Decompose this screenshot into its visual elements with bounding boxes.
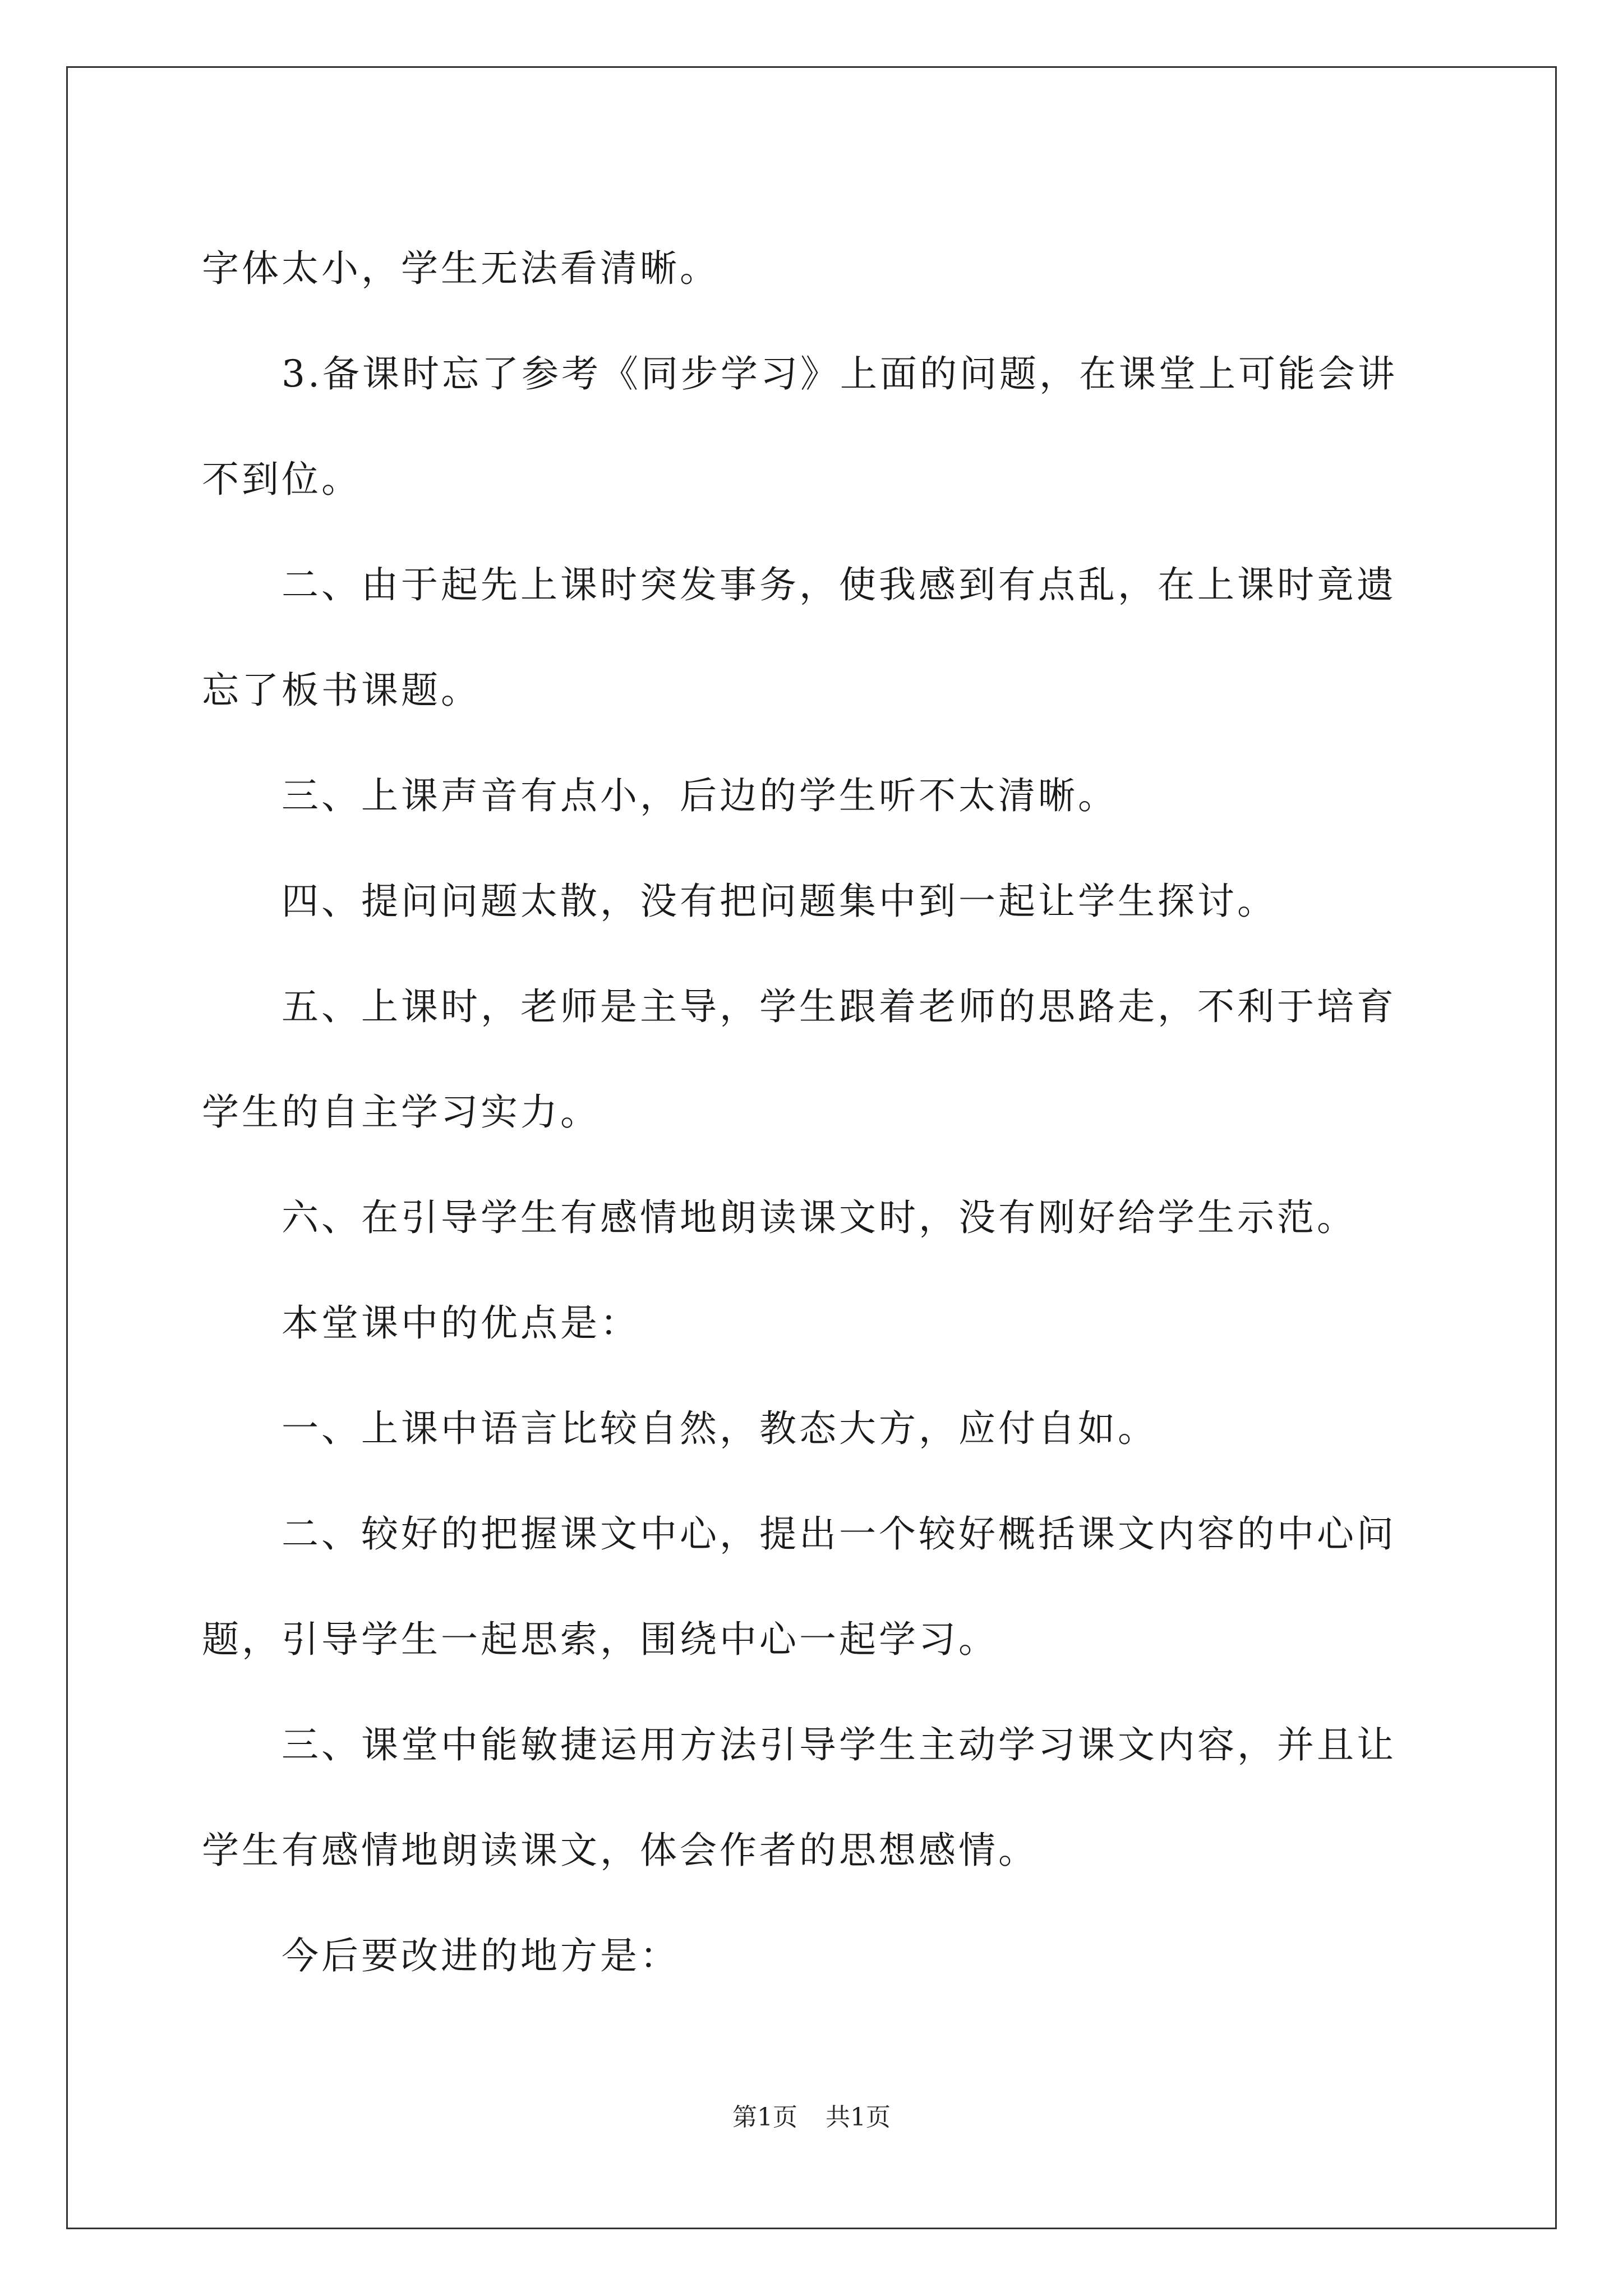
section-heading: 本堂课中的优点是： bbox=[282, 1301, 640, 1345]
document-body bbox=[202, 216, 1436, 2009]
paragraph-line: 一、上课中语言比较自然，教态大方，应付自如。 bbox=[282, 1407, 1158, 1450]
page-total: 共1页 bbox=[826, 2103, 891, 2132]
paragraph-line: 3.备课时忘了参考《同步学习》上面的问题，在课堂上可能会讲 bbox=[282, 352, 1398, 395]
paragraph-line: 学生的自主学习实力。 bbox=[202, 1091, 600, 1134]
section-heading: 今后要改进的地方是： bbox=[282, 1934, 680, 1977]
paragraph-line: 学生有感情地朗读课文，体会作者的思想感情。 bbox=[202, 1829, 1038, 1872]
paragraph-line: 不到位。 bbox=[202, 458, 361, 501]
paragraph-line: 字体太小，学生无法看清晰。 bbox=[202, 247, 720, 290]
paragraph-line: 三、课堂中能敏捷运用方法引导学生主动学习课文内容，并且让 bbox=[282, 1723, 1396, 1766]
paragraph-line: 题，引导学生一起思索，围绕中心一起学习。 bbox=[202, 1618, 998, 1661]
page-footer bbox=[0, 2097, 1623, 2133]
paragraph-line: 四、提问问题太散，没有把问题集中到一起让学生探讨。 bbox=[282, 880, 1277, 923]
paragraph-line: 二、由于起先上课时突发事务，使我感到有点乱，在上课时竟遗 bbox=[282, 563, 1396, 606]
page-number: 第1页 bbox=[732, 2103, 797, 2132]
paragraph-line: 忘了板书课题。 bbox=[202, 669, 481, 712]
paragraph-line: 五、上课时，老师是主导，学生跟着老师的思路走，不利于培育 bbox=[282, 985, 1396, 1028]
paragraph-line: 二、较好的把握课文中心，提出一个较好概括课文内容的中心问 bbox=[282, 1512, 1396, 1556]
paragraph-line: 三、上课声音有点小，后边的学生听不太清晰。 bbox=[282, 774, 1118, 817]
paragraph-line: 六、在引导学生有感情地朗读课文时，没有刚好给学生示范。 bbox=[282, 1196, 1357, 1239]
